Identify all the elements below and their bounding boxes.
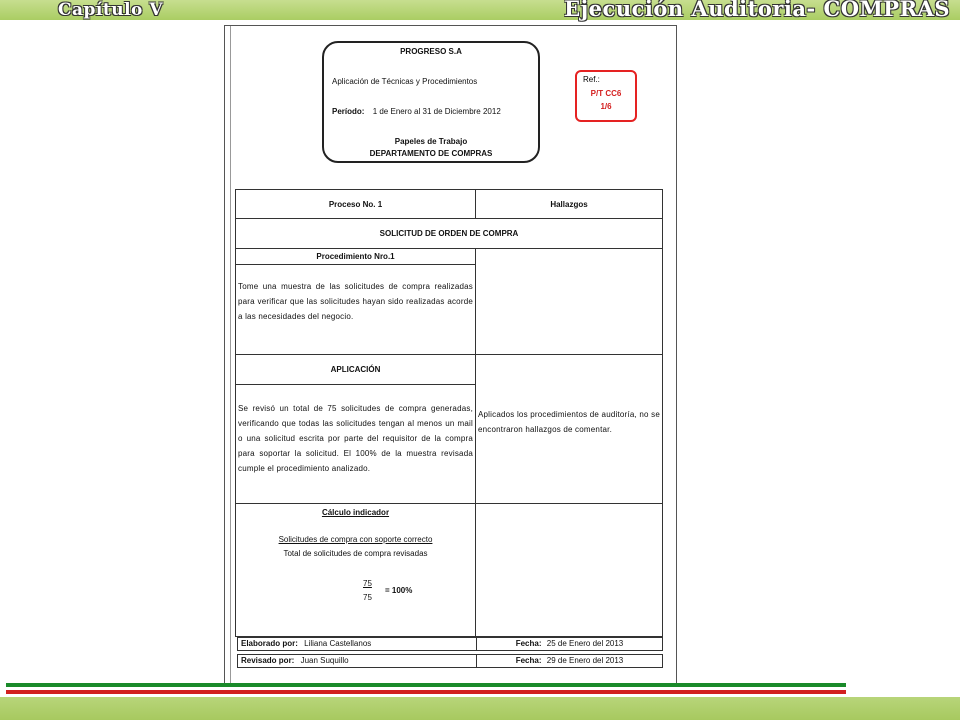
reference-box xyxy=(575,70,637,122)
procedure-findings-cell xyxy=(475,248,663,355)
period xyxy=(332,107,501,116)
section-title: Ejecución Auditoria- COMPRAS xyxy=(564,0,950,21)
reviewed-by xyxy=(237,654,477,668)
margin-line xyxy=(230,26,231,688)
date2-value: 29 de Enero del 2013 xyxy=(546,656,624,665)
footer-stripes xyxy=(0,683,960,720)
date1-value: 25 de Enero del 2013 xyxy=(546,639,624,648)
ref-code: P/T CC6 xyxy=(590,89,622,98)
footer-bar xyxy=(0,697,960,720)
red-stripe xyxy=(6,690,846,694)
reviewed-date xyxy=(476,654,663,668)
findings-header: Hallazgos xyxy=(475,189,663,219)
chapter-title: Capítulo V xyxy=(58,0,164,20)
indicator-title: Cálculo indicador xyxy=(321,508,390,517)
prepared-name: Liliana Castellanos xyxy=(304,639,372,648)
prepared-label: Elaborado por: xyxy=(241,639,298,648)
department-label: DEPARTAMENTO DE COMPRAS xyxy=(369,149,493,158)
ref-page: 1/6 xyxy=(600,102,612,111)
date2-label: Fecha: xyxy=(515,656,542,665)
subtitle: Aplicación de Técnicas y Procedimientos xyxy=(332,77,478,86)
indicator-findings-cell xyxy=(475,503,663,637)
period-value: 1 de Enero al 31 de Diciembre 2012 xyxy=(372,107,501,116)
reviewed-name: Juan Suquillo xyxy=(300,656,349,665)
prepared-date xyxy=(476,637,663,651)
denominator-value: 75 xyxy=(363,593,372,602)
prepared-by xyxy=(237,637,477,651)
findings-text: Aplicados los procedimientos de auditoría, no se encontraron hallazgos de comentar. xyxy=(475,354,663,504)
numerator-label: Solicitudes de compra con soporte correcto xyxy=(278,535,433,544)
company-name: PROGRESO S.A xyxy=(400,47,462,56)
process-header: Proceso No. 1 xyxy=(235,189,476,219)
numerator-value: 75 xyxy=(363,579,372,588)
title-box xyxy=(322,41,540,163)
working-paper-sheet xyxy=(224,25,677,689)
request-title: SOLICITUD DE ORDEN DE COMPRA xyxy=(235,218,663,249)
reviewed-label: Revisado por: xyxy=(241,656,295,665)
indicator-result: = 100% xyxy=(385,586,413,595)
application-text: Se revisó un total de 75 solicitudes de compra generadas, verificando que todas las solicitudes tengan al menos un mail o una solicitud escrita por parte del requisitor de la compra para soportar la solicitud. El 100% de la muestra revisada cumple el procedimiento analizado. xyxy=(235,384,476,504)
period-label: Período: xyxy=(332,107,365,116)
procedure-title: Procedimiento Nro.1 xyxy=(235,248,476,265)
papers-label: Papeles de Trabajo xyxy=(394,137,468,146)
denominator-label: Total de solicitudes de compra revisadas xyxy=(283,549,428,558)
ref-label: Ref.: xyxy=(583,75,600,84)
date1-label: Fecha: xyxy=(515,639,542,648)
indicator-cell xyxy=(235,503,476,637)
procedure-text: Tome una muestra de las solicitudes de compra realizadas para verificar que las solicitudes hayan sido realizadas acorde a las necesidades del negocio. xyxy=(235,264,476,355)
application-title: APLICACIÓN xyxy=(235,354,476,385)
